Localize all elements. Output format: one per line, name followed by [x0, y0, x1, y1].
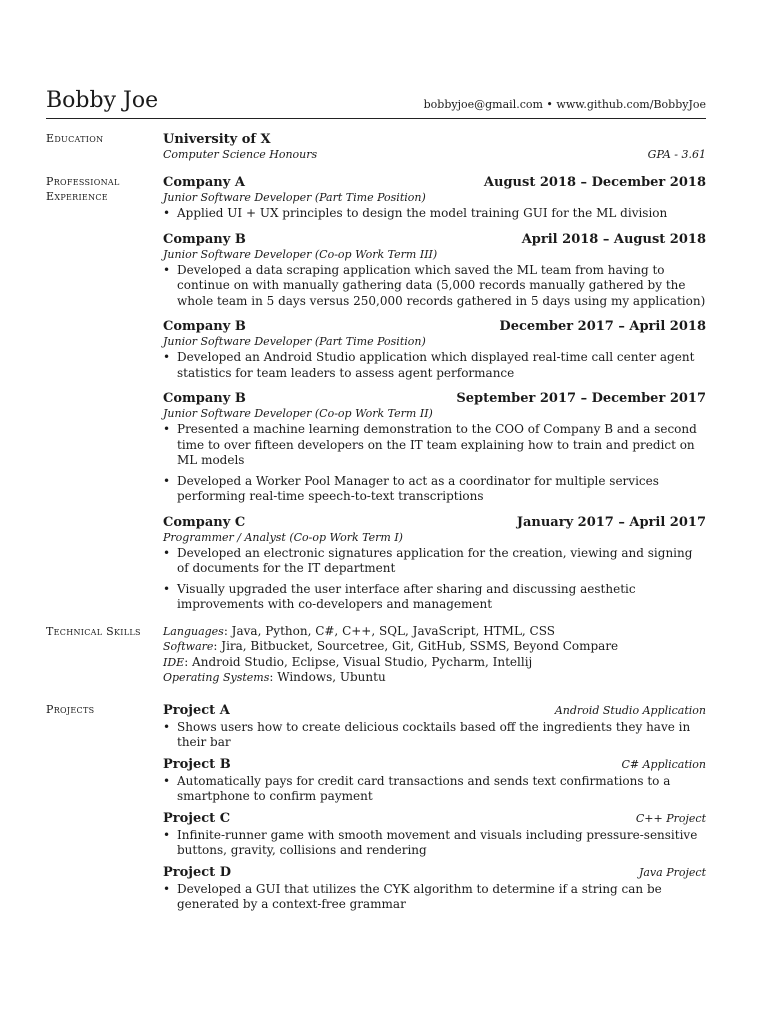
section-title-skills: Technical Skills — [46, 624, 141, 638]
skill-line: Languages: Java, Python, C#, C++, SQL, JavaScript, HTML, CSS — [163, 623, 555, 638]
project-entry — [163, 864, 706, 913]
list-item: • Shows users how to create delicious cocktails based off the ingredients they have in their bar — [163, 719, 691, 749]
job-entry — [163, 318, 706, 381]
list-item: • Developed a data scraping application which saved the ML team from having to continue on with manually gathering data (5,000 records manually gathered by the whole team in 5 days versus 250,000 records gathered in 5 days using my application) — [163, 262, 706, 308]
bullet-icon: • — [163, 422, 171, 436]
section-title-education: Education — [46, 132, 104, 145]
skill-line: IDE: Android Studio, Eclipse, Visual Studio, Pycharm, Intellij — [163, 654, 533, 669]
bullet-icon: • — [163, 581, 171, 596]
project-name: Project C — [163, 810, 231, 826]
project-name: Project D — [163, 864, 231, 880]
candidate-name: Bobby Joe — [46, 88, 159, 113]
section-title-projects: Projects — [46, 702, 95, 716]
job-dates: December 2017 – April 2018 — [499, 319, 706, 334]
company-name: Company B — [163, 231, 246, 247]
education-section — [46, 131, 706, 162]
job-entry — [163, 514, 706, 613]
project-entry — [163, 702, 706, 751]
company-name: Company C — [163, 514, 246, 530]
experience-section — [46, 174, 706, 622]
company-name: Company B — [163, 391, 246, 406]
skill-line: Software: Jira, Bitbucket, Sourcetree, Git, GitHub, SSMS, Beyond Compare — [163, 639, 619, 653]
job-role: Junior Software Developer (Part Time Position) — [163, 335, 426, 348]
bullet-icon: • — [163, 206, 171, 220]
skills-section — [46, 624, 706, 686]
job-role: Junior Software Developer (Part Time Position) — [163, 191, 426, 204]
job-dates: August 2018 – December 2018 — [483, 175, 706, 190]
bullet-icon: • — [163, 827, 171, 842]
resume-header — [46, 88, 706, 119]
skill-line: Operating Systems: Windows, Ubuntu — [163, 670, 386, 684]
project-name: Project A — [163, 702, 230, 718]
contact-info: bobbyjoe@gmail.com • www.github.com/BobbyJoe — [423, 98, 706, 111]
projects-section — [46, 702, 706, 918]
list-item: • Visually upgraded the user interface after sharing and discussing aesthetic improvements with co-developers and management — [163, 581, 636, 611]
list-item: • Infinite-runner game with smooth movement and visuals including pressure-sensitive buttons, gravity, collisions and rendering — [163, 827, 698, 857]
project-name: Project B — [163, 756, 231, 772]
list-item: • Developed an electronic signatures application for the creation, viewing and signing of documents for the IT department — [163, 545, 693, 575]
list-item: • Developed an Android Studio application which displayed real-time call center agent statistics for team leaders to assess agent performance — [163, 350, 695, 380]
job-role: Junior Software Developer (Co-op Work Term III) — [163, 247, 438, 261]
bullet-icon: • — [163, 350, 171, 364]
school-name: University of X — [163, 132, 271, 147]
project-type: C# Application — [621, 757, 706, 771]
bullet-icon: • — [163, 881, 171, 896]
project-entry — [163, 756, 706, 805]
section-title-experience: Professional Experience — [46, 175, 120, 203]
job-dates: September 2017 – December 2017 — [456, 391, 706, 406]
job-dates: April 2018 – August 2018 — [521, 231, 706, 247]
job-entry — [163, 174, 706, 222]
job-dates: January 2017 – April 2017 — [516, 514, 706, 530]
bullet-icon: • — [163, 719, 171, 734]
list-item: • Developed a Worker Pool Manager to act as a coordinator for multiple services performing real-time speech-to-text transcriptions — [163, 473, 659, 503]
bullet-icon: • — [163, 262, 171, 277]
bullet-icon: • — [163, 473, 171, 488]
gpa: GPA - 3.61 — [647, 148, 706, 161]
project-type: C++ Project — [635, 811, 706, 825]
job-entry — [163, 231, 706, 310]
job-entry — [163, 390, 706, 505]
list-item: • Presented a machine learning demonstration to the COO of Company B and a second time to over fifteen developers on the IT team explaining how to train and predict on ML models — [163, 422, 697, 467]
project-entry — [163, 810, 706, 859]
company-name: Company B — [163, 319, 246, 334]
bullet-icon: • — [163, 773, 171, 788]
project-type: Java Project — [638, 865, 706, 879]
job-role: Programmer / Analyst (Co-op Work Term I) — [163, 530, 403, 544]
program-name: Computer Science Honours — [163, 148, 318, 161]
company-name: Company A — [163, 175, 245, 190]
bullet-icon: • — [163, 545, 171, 560]
resume-page — [46, 88, 706, 918]
list-item: • Automatically pays for credit card transactions and sends text confirmations to a smartphone to confirm payment — [163, 773, 671, 803]
list-item: • Developed a GUI that utilizes the CYK algorithm to determine if a string can be generated by a context-free grammar — [163, 881, 662, 911]
list-item: • Applied UI + UX principles to design the model training GUI for the ML division — [163, 206, 668, 220]
job-role: Junior Software Developer (Co-op Work Term II) — [163, 407, 433, 420]
project-type: Android Studio Application — [554, 703, 706, 717]
